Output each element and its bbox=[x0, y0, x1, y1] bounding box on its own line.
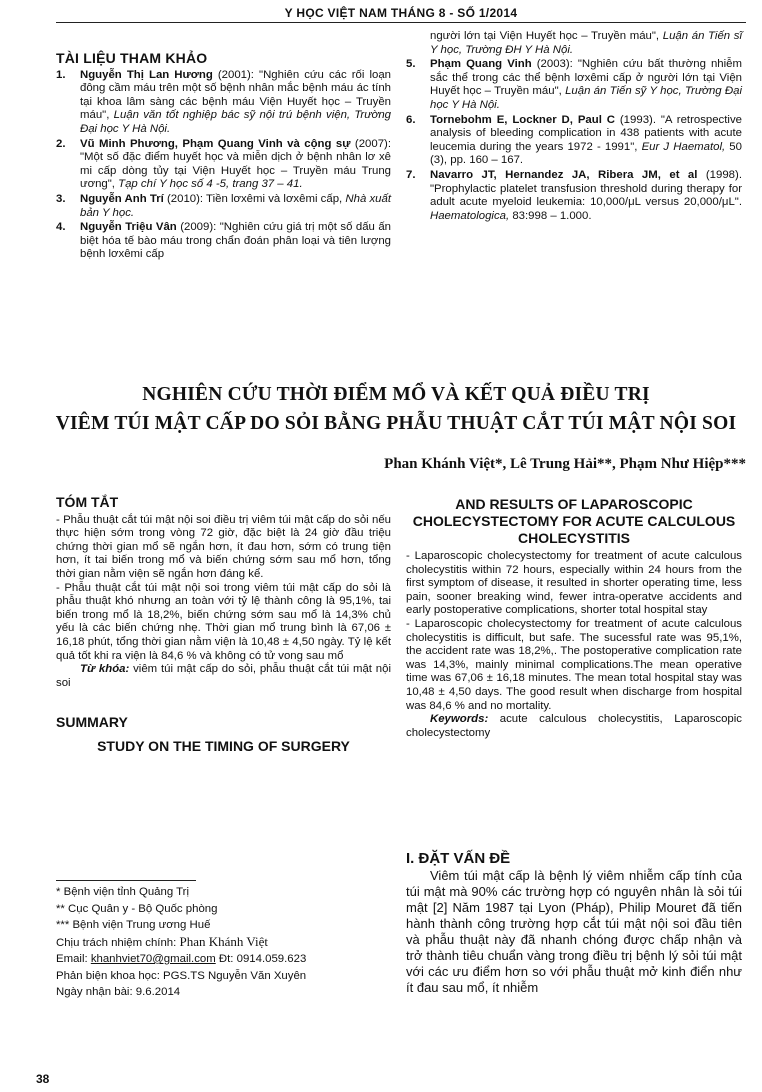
journal-header: Y HỌC VIỆT NAM THÁNG 8 - SỐ 1/2014 bbox=[284, 6, 518, 20]
reference-source: Luận văn tốt nghiệp bác sỹ nội trú bệnh viện, Trường Đại học Y Hà Nội. bbox=[80, 109, 391, 135]
reference-body bbox=[80, 138, 391, 192]
reference-source: Nhà xuất bản Y học. bbox=[80, 192, 392, 219]
summary-heading: SUMMARY bbox=[56, 714, 128, 731]
reference-source: Tạp chí Y học số 4 -5, trang 37 – 41. bbox=[118, 178, 303, 191]
reference-number: 1. bbox=[56, 68, 66, 81]
responsible-author: Chịu trách nhiệm chính: Phan Khánh Việt bbox=[56, 933, 268, 949]
reference-source: Eur J Haematol, bbox=[641, 140, 726, 153]
keywords-text: acute calculous cholecystitis, Laparoscopic cholecystectomy bbox=[406, 713, 742, 739]
keywords-label: Keywords: bbox=[430, 713, 489, 726]
article-title bbox=[40, 380, 752, 438]
introduction-heading: I. ĐẶT VẤN ĐỀ bbox=[406, 850, 511, 867]
reference-text: (2003): "Nghiên cứu bất thường nhiễm sắc thể trong các thể bệnh lơxêmi cấp ở người lớn tại Viện Huyết học – Truyền máu", bbox=[430, 58, 743, 98]
footnotes bbox=[56, 884, 391, 1001]
contact-line: Email: khanhviet70@gmail.com Đt: 0914.059.623 bbox=[56, 953, 307, 965]
keywords-text: viêm túi mật cấp do sỏi, phẫu thuật cắt túi mật nội soi bbox=[56, 663, 391, 689]
abstract-en-title: AND RESULTS OF LAPAROSCOPIC CHOLECYSTECTOMY FOR ACUTE CALCULOUS CHOLECYSTITIS bbox=[412, 496, 736, 546]
reference-body bbox=[80, 221, 391, 262]
reference-number: 7. bbox=[406, 168, 416, 181]
reference-body bbox=[80, 69, 391, 137]
reference-number: 4. bbox=[56, 221, 66, 234]
footnote: ** Cục Quân y - Bộ Quốc phòng bbox=[56, 902, 218, 915]
abstract-vi-keywords bbox=[56, 663, 391, 690]
reference-text: (1993). "A retrospective analysis of bleeding complication in 438 patients with acute leucemia during the years 1972 - 1991", bbox=[430, 113, 742, 153]
reference-item bbox=[56, 69, 391, 137]
reference-body bbox=[430, 169, 742, 223]
footnote-rule bbox=[56, 880, 196, 881]
article-title-line1: NGHIÊN CỨU THỜI ĐIỂM MỔ VÀ KẾT QUẢ ĐIỀU TRỊ bbox=[142, 384, 650, 405]
abstract-en-paragraph: - Laparoscopic cholecystectomy for treatment of acute calculous cholecystitis within 72 hours, especially within 24 hours from the first symptom of disease, it resulted in shorter operating time, less pain, sooner breaking wind, fewer intra-operatve accidents and early postoperative complications, shorter total hospital stay bbox=[406, 550, 742, 617]
reference-source: Luận án Tiến sĩ Y học, Trường ĐH Y Hà Nội. bbox=[430, 30, 742, 56]
reference-text: người lớn tại Viện Huyết học – Truyền máu", bbox=[430, 30, 663, 42]
article-title-line2: VIÊM TÚI MẬT CẤP DO SỎI BẰNG PHẪU THUẬT CẮT TÚI MẬT NỘI SOI bbox=[55, 413, 737, 434]
reference-text: (2001): "Nghiên cứu các rối loạn đông cầm máu trên một số bệnh nhân mắc bệnh máu ác tính tại khoa lâm sàng các bệnh máu Viện Huyết học – Truyền máu", bbox=[80, 68, 391, 122]
reference-item bbox=[56, 221, 391, 262]
reference-body bbox=[430, 58, 742, 112]
reference-continuation bbox=[406, 30, 742, 57]
footnote: * Bệnh viện tỉnh Quảng Trị bbox=[56, 886, 189, 898]
page-number: 38 bbox=[36, 1072, 50, 1086]
reference-authors: Phạm Quang Vinh bbox=[430, 58, 532, 71]
reference-item bbox=[56, 138, 391, 192]
reference-authors: Tornebohm E, Lockner D, Paul C bbox=[430, 113, 615, 126]
reference-authors: Nguyễn Triệu Vân bbox=[80, 221, 177, 234]
reference-source: Haematologica, bbox=[430, 209, 510, 222]
reference-authors: Vũ Minh Phương, Phạm Quang Vinh và cộng sự bbox=[80, 137, 351, 150]
reference-item bbox=[406, 114, 742, 168]
reference-item bbox=[56, 193, 391, 220]
reference-authors: Navarro JT, Hernandez JA, Ribera JM, et al bbox=[430, 168, 698, 181]
responsible-author-name: Phan Khánh Việt bbox=[179, 933, 268, 949]
reference-text: (2007): "Một số đặc điểm huyết học và miễn dịch ở bệnh nhân lơ xê mi cấp dòng tủy tại Viện Huyết học – Truyền máu Trung ương", bbox=[80, 137, 391, 191]
reference-number: 3. bbox=[56, 192, 66, 205]
abstract-vi-paragraph: - Phẫu thuật cắt túi mật nội soi trong viêm túi mật cấp do sỏi là phẫu thuật khó nhưng an toàn với tỷ lệ thành công là 95,1%, tai biến trong mổ là 18,2%, biến chứng sớm sau mổ là 14,3% chủ yếu là các biến chứng nhẹ. Thời gian mổ trung bình là 67,06 ± 16,18 phút, tổng thời gian nằm viện là 10,48 ± 4,50 ngày. Tỷ lệ kết quả tốt khi ra viện là 84,6 % và không có tử vong sau mổ bbox=[56, 581, 391, 662]
header-rule bbox=[56, 22, 746, 23]
reference-authors: Nguyễn Anh Trí bbox=[80, 192, 164, 205]
introduction bbox=[406, 852, 742, 996]
reference-text: (2010): Tiền lơxêmi và lơxêmi cấp, bbox=[163, 192, 346, 205]
received-date: Ngày nhận bài: 9.6.2014 bbox=[56, 986, 181, 998]
references-title: TÀI LIỆU THAM KHẢO bbox=[56, 50, 208, 66]
summary-title-part1: STUDY ON THE TIMING OF SURGERY bbox=[97, 737, 350, 754]
reference-number: 6. bbox=[406, 113, 416, 126]
reference-body bbox=[430, 114, 742, 168]
reference-item bbox=[406, 58, 742, 112]
reference-body bbox=[80, 193, 391, 220]
abstract-vi-paragraph: - Phẫu thuật cắt túi mật nội soi điều trị viêm túi mật cấp do sỏi nếu thực hiện sớm trong vòng 72 giờ, đặc biệt là 24 giờ đầu triệu chứng thời gian mổ sẽ ngắn hơn, ít đau hơn, sớm có trung tiện hơn, ít tai biến trong mổ và biến chứng sớm sau mổ hơn, tổng thời gian nằm viện sẽ ngắn hơn đáng kể. bbox=[56, 513, 391, 580]
reference-text: (2009): "Nghiên cứu giá trị một số dấu ấn biệt hóa tế bào máu trong chẩn đoán phân loại và tiên lượng bệnh lơxêmi cấp bbox=[80, 221, 391, 261]
references-left bbox=[56, 52, 391, 263]
email-link[interactable]: khanhviet70@gmail.com bbox=[90, 953, 216, 965]
reference-tail: 83:998 – 1.000. bbox=[509, 209, 592, 222]
reference-number: 5. bbox=[406, 58, 416, 71]
reference-text: (1998). "Prophylactic platelet transfusion threshold during therapy for adult acute myeloid leukemia: 10,000/μL versus 20,000/μL". bbox=[430, 168, 742, 209]
abstract-en-paragraph: - Laparoscopic cholecystectomy for treatment of acute calculous cholecystitis is difficult, but safe. The sucessful rate was 95,1%, the accident rate was 18,2%,. The postoperative complication rate was 14,3%, mainly minimal complications.The mean operative time was 67,06 ± 16,18 minutes. The mean total hospital stay was 10,48 ± 4,50 days. The good result when discharge from hospital was 84,6 % and no mortality. bbox=[406, 617, 742, 712]
phone: Đt: 0914.059.623 bbox=[215, 953, 307, 965]
keywords-label: Từ khóa: bbox=[80, 663, 130, 676]
reference-source: Luận án Tiến sỹ Y học, Trường Đại học Y Hà Nội. bbox=[430, 85, 742, 111]
reference-number: 2. bbox=[56, 137, 66, 150]
abstract-en bbox=[406, 496, 742, 740]
reviewer: Phản biện khoa học: PGS.TS Nguyễn Văn Xuyên bbox=[56, 969, 307, 982]
introduction-text: Viêm túi mật cấp là bệnh lý viêm nhiễm cấp tính của túi mật mà 90% các trường hợp có nguyên nhân là sỏi túi mật [2] Năm 1987 tại Lyon (Pháp), Philip Mouret đã tiến hành thành công trường hợp cắt túi mật nội soi đầu tiên và phẫu thuật này đã nhanh chóng được chấp nhận và trở thành tiêu chuẩn vàng trong điều trị bệnh lý sỏi túi mật với các ưu điểm hơn so với phẫu thuật mở kinh điển như ít đau sau mổ, ít nhiễm bbox=[406, 867, 742, 995]
reference-tail: 50 (3), pp. 160 – 167. bbox=[430, 140, 742, 167]
abstract-vi-heading: TÓM TẮT bbox=[56, 494, 119, 510]
references-right bbox=[406, 30, 742, 224]
abstract-en-keywords bbox=[406, 713, 742, 740]
reference-authors: Nguyễn Thị Lan Hương bbox=[80, 68, 213, 81]
reference-item bbox=[406, 169, 742, 223]
article-authors: Phan Khánh Việt*, Lê Trung Hải**, Phạm Như Hiệp*** bbox=[384, 456, 746, 472]
abstract-vi bbox=[56, 496, 391, 754]
footnote: *** Bệnh viện Trung ương Huế bbox=[56, 919, 211, 931]
